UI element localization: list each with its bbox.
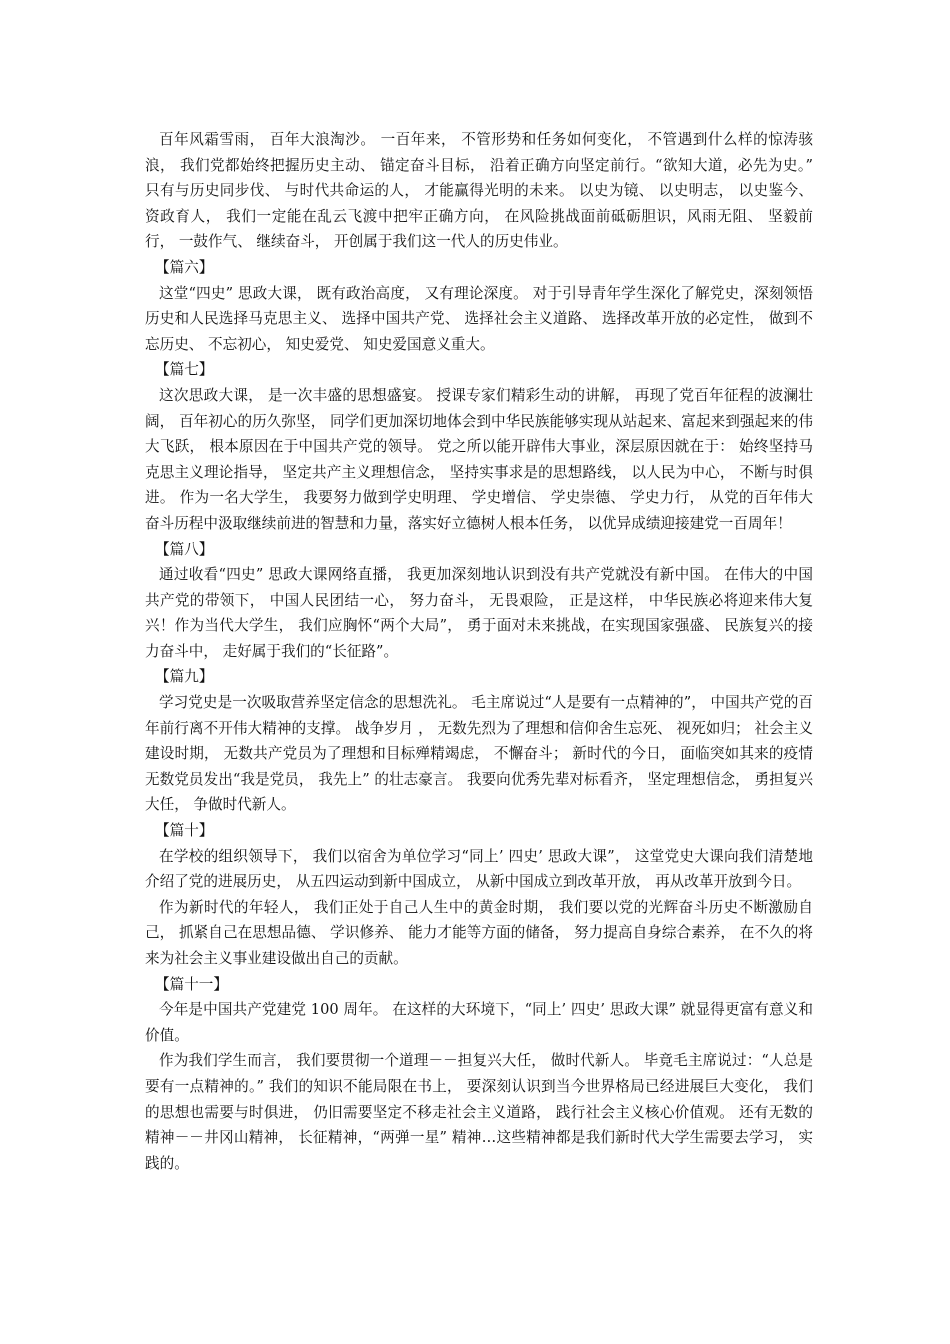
section-heading: 【篇七】 [155, 361, 214, 379]
document-page [145, 127, 813, 1176]
paragraph: 学习党史是一次吸取营养坚定信念的思想洗礼。 毛主席说过“人是要有一点精神的”， 中国共产党的百年前行离不开伟大精神的支撑。 战争岁月 ， 无数先烈为了理想和信仰舍生忘死、 视死如归； 社会主义建设时期， 无数共产党员为了理想和目标殚精竭虑， 不懈奋斗； 新时代的今日， 面临突如其来的疫情无数党员发出“我是党员， 我先上” 的壮志豪言。 我要向优秀先辈对标看齐， 坚定理想信念， 勇担复兴大任， 争做时代新人。 [145, 694, 813, 814]
paragraph: 这堂“四史” 思政大课， 既有政治高度， 又有理论深度。 对于引导青年学生深化了解党史，深刻领悟历史和人民选择马克思主义、 选择中国共产党、 选择社会主义道路、 选择改革开放的必定性， 做到不忘历史、 不忘初心， 知史爱党、 知史爱国意义重大。 [145, 284, 813, 353]
section-heading: 【篇十一】 [155, 975, 228, 993]
paragraph: 百年风霜雪雨， 百年大浪淘沙。 一百年来， 不管形势和任务如何变化， 不管遇到什么样的惊涛骇浪， 我们党都始终把握历史主动、 锚定奋斗目标， 沿着正确方向坚定前行。“欲知大道，必先为史。” 只有与历史同步伐、 与时代共命运的人， 才能赢得光明的未来。 以史为镜、 以史明志， 以史鉴今、 资政育人， 我们一定能在乱云飞渡中把牢正确方向， 在风险挑战面前砥砺胆识，风雨无阻、 坚毅前行， 一鼓作气、 继续奋斗， 开创属于我们这一代人的历史伟业。 [145, 131, 813, 251]
paragraph: 作为我们学生而言， 我们要贯彻一个道理－－担复兴大任， 做时代新人。 毕竟毛主席说过：“人总是要有一点精神的。” 我们的知识不能局限在书上， 要深刻认识到当今世界格局已经进展巨大变化， 我们的思想也需要与时俱进， 仍旧需要坚定不移走社会主义道路， 践行社会主义核心价值观。 还有无数的精神－－井冈山精神， 长征精神，“两弹一星” 精神…这些精神都是我们新时代大学生需要去学习， 实践的。 [145, 1052, 813, 1172]
paragraph: 这次思政大课， 是一次丰盛的思想盛宴。 授课专家们精彩生动的讲解， 再现了党百年征程的波澜壮阔， 百年初心的历久弥坚， 同学们更加深切地体会到中华民族能够实现从站起来、富起来到强起来的伟大飞跃， 根本原因在于中国共产党的领导。 党之所以能开辟伟大事业，深层原因就在于： 始终坚持马克思主义理论指导， 坚定共产主义理想信念， 坚持实事求是的思想路线， 以人民为中心， 不断与时俱进。 作为一名大学生， 我要努力做到学史明理、 学史增信、 学史崇德、 学史力行， 从党的百年伟大奋斗历程中汲取继续前进的智慧和力量，落实好立德树人根本任务， 以优异成绩迎接建党一百周年！ [145, 386, 813, 532]
paragraph: 通过收看“四史” 思政大课网络直播， 我更加深刻地认识到没有共产党就没有新中国。 在伟大的中国共产党的带领下， 中国人民团结一心， 努力奋斗， 无畏艰险， 正是这样， 中华民族必将迎来伟大复兴！作为当代大学生， 我们应胸怀“两个大局”， 勇于面对未来挑战，在实现国家强盛、 民族复兴的接力奋斗中， 走好属于我们的“长征路”。 [145, 566, 813, 660]
section-heading: 【篇九】 [155, 668, 214, 686]
paragraph: 在学校的组织领导下， 我们以宿舍为单位学习“同上’ 四史’ 思政大课”， 这堂党史大课向我们清楚地介绍了党的进展历史， 从五四运动到新中国成立， 从新中国成立到改革开放， 再从改革开放到今日。 [145, 847, 813, 891]
paragraph: 作为新时代的年轻人， 我们正处于自己人生中的黄金时期， 我们要以党的光辉奋斗历史不断激励自己， 抓紧自己在思想品德、 学识修养、 能力才能等方面的储备， 努力提高自身综合素养， 在不久的将来为社会主义事业建设做出自己的贡献。 [145, 898, 813, 967]
section-heading: 【篇八】 [155, 540, 214, 558]
paragraph: 今年是中国共产党建党 100 周年。 在这样的大环境下，“同上’ 四史’ 思政大课” 就显得更富有意义和价值。 [145, 1001, 813, 1044]
section-heading: 【篇十】 [155, 822, 214, 840]
section-heading: 【篇六】 [155, 258, 214, 276]
